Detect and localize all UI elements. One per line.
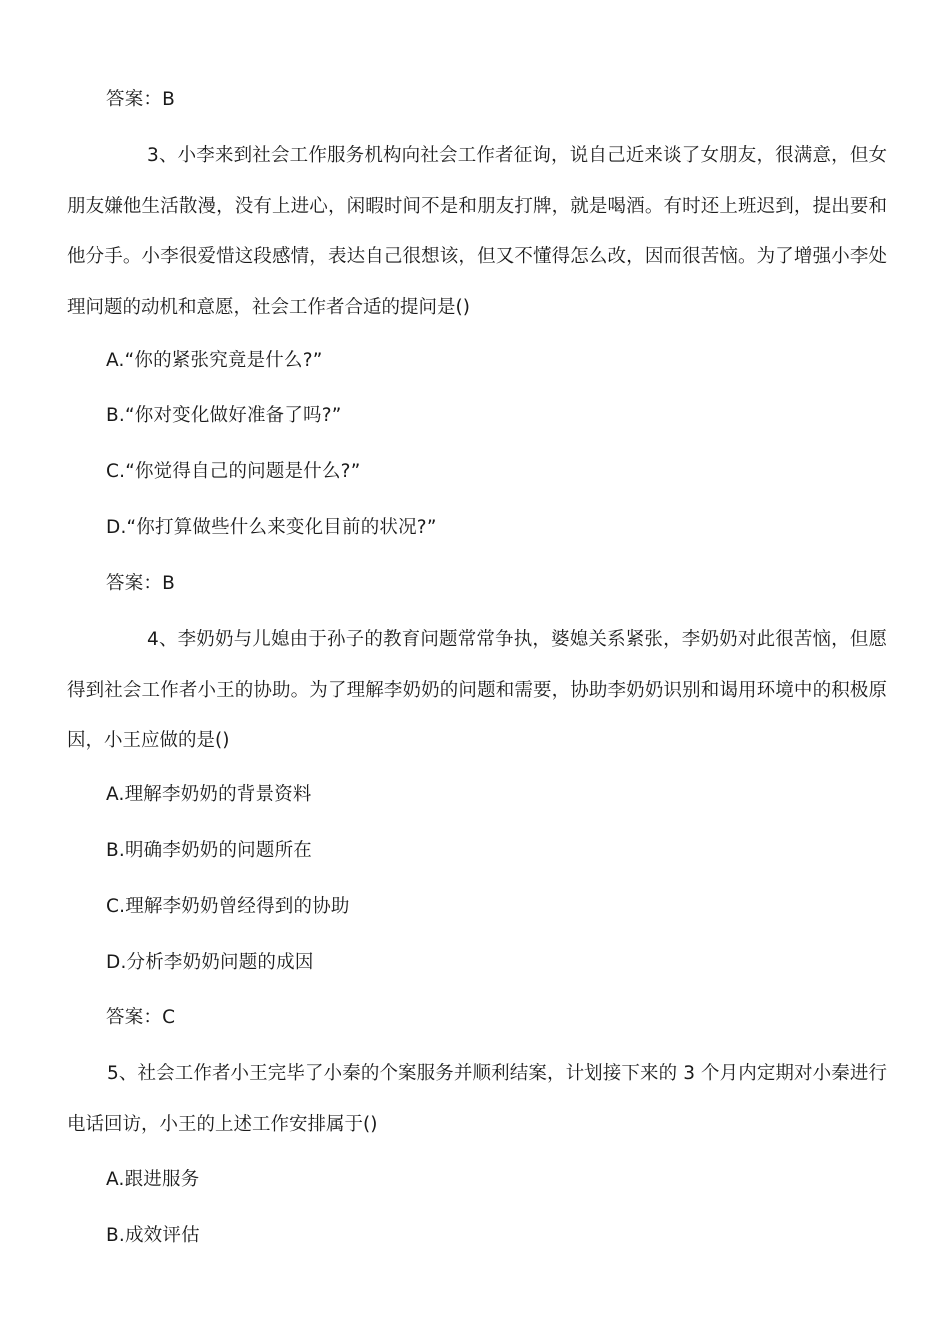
question-4-option-a: A.理解李奶奶的背景资料 [106, 784, 312, 805]
answer-4: 答案：C [106, 1007, 176, 1028]
question-3-option-b: B.“你对变化做好准备了吗?” [106, 405, 342, 426]
answer-2: 答案：B [106, 89, 175, 110]
question-3-option-a: A.“你的紧张究竟是什么?” [106, 350, 323, 371]
question-4 [67, 615, 887, 767]
question-4-option-d: D.分析李奶奶问题的成因 [106, 952, 314, 973]
question-4-option-c: C.理解李奶奶曾经得到的协助 [106, 896, 350, 917]
question-3-option-c: C.“你觉得自己的问题是什么?” [106, 461, 361, 482]
question-5-option-b: B.成效评估 [106, 1225, 200, 1246]
question-3-option-d: D.“你打算做些什么来变化目前的状况?” [106, 517, 437, 538]
question-5-text: 5、社会工作者小王完毕了小秦的个案服务并顺利结案，计划接下来的 3 个月内定期对小秦进行电话回访，小王的上述工作安排属于() [67, 1063, 887, 1135]
question-3 [67, 131, 887, 333]
question-4-text: 4、李奶奶与儿媳由于孙子的教育问题常常争执，婆媳关系紧张，李奶奶对此很苦恼，但愿得到社会工作者小王的协助。为了理解李奶奶的问题和需要，协助李奶奶识别和谒用环境中的积极原因，小王应做的是() [67, 629, 887, 751]
question-4-option-b: B.明确李奶奶的问题所在 [106, 840, 312, 861]
question-5-option-a: A.跟进服务 [106, 1169, 200, 1190]
question-3-text: 3、小李来到社会工作服务机构向社会工作者征询，说自己近来谈了女朋友，很满意，但女朋友嫌他生活散漫，没有上进心，闲暇时间不是和朋友打牌，就是喝酒。有时还上班迟到，提出要和他分手。小李很爱惜这段感情，表达自己很想该，但又不懂得怎么改，因而很苦恼。为了增强小李处理问题的动机和意愿，社会工作者合适的提问是() [67, 145, 887, 318]
question-5 [67, 1049, 887, 1150]
answer-3: 答案：B [106, 573, 175, 594]
